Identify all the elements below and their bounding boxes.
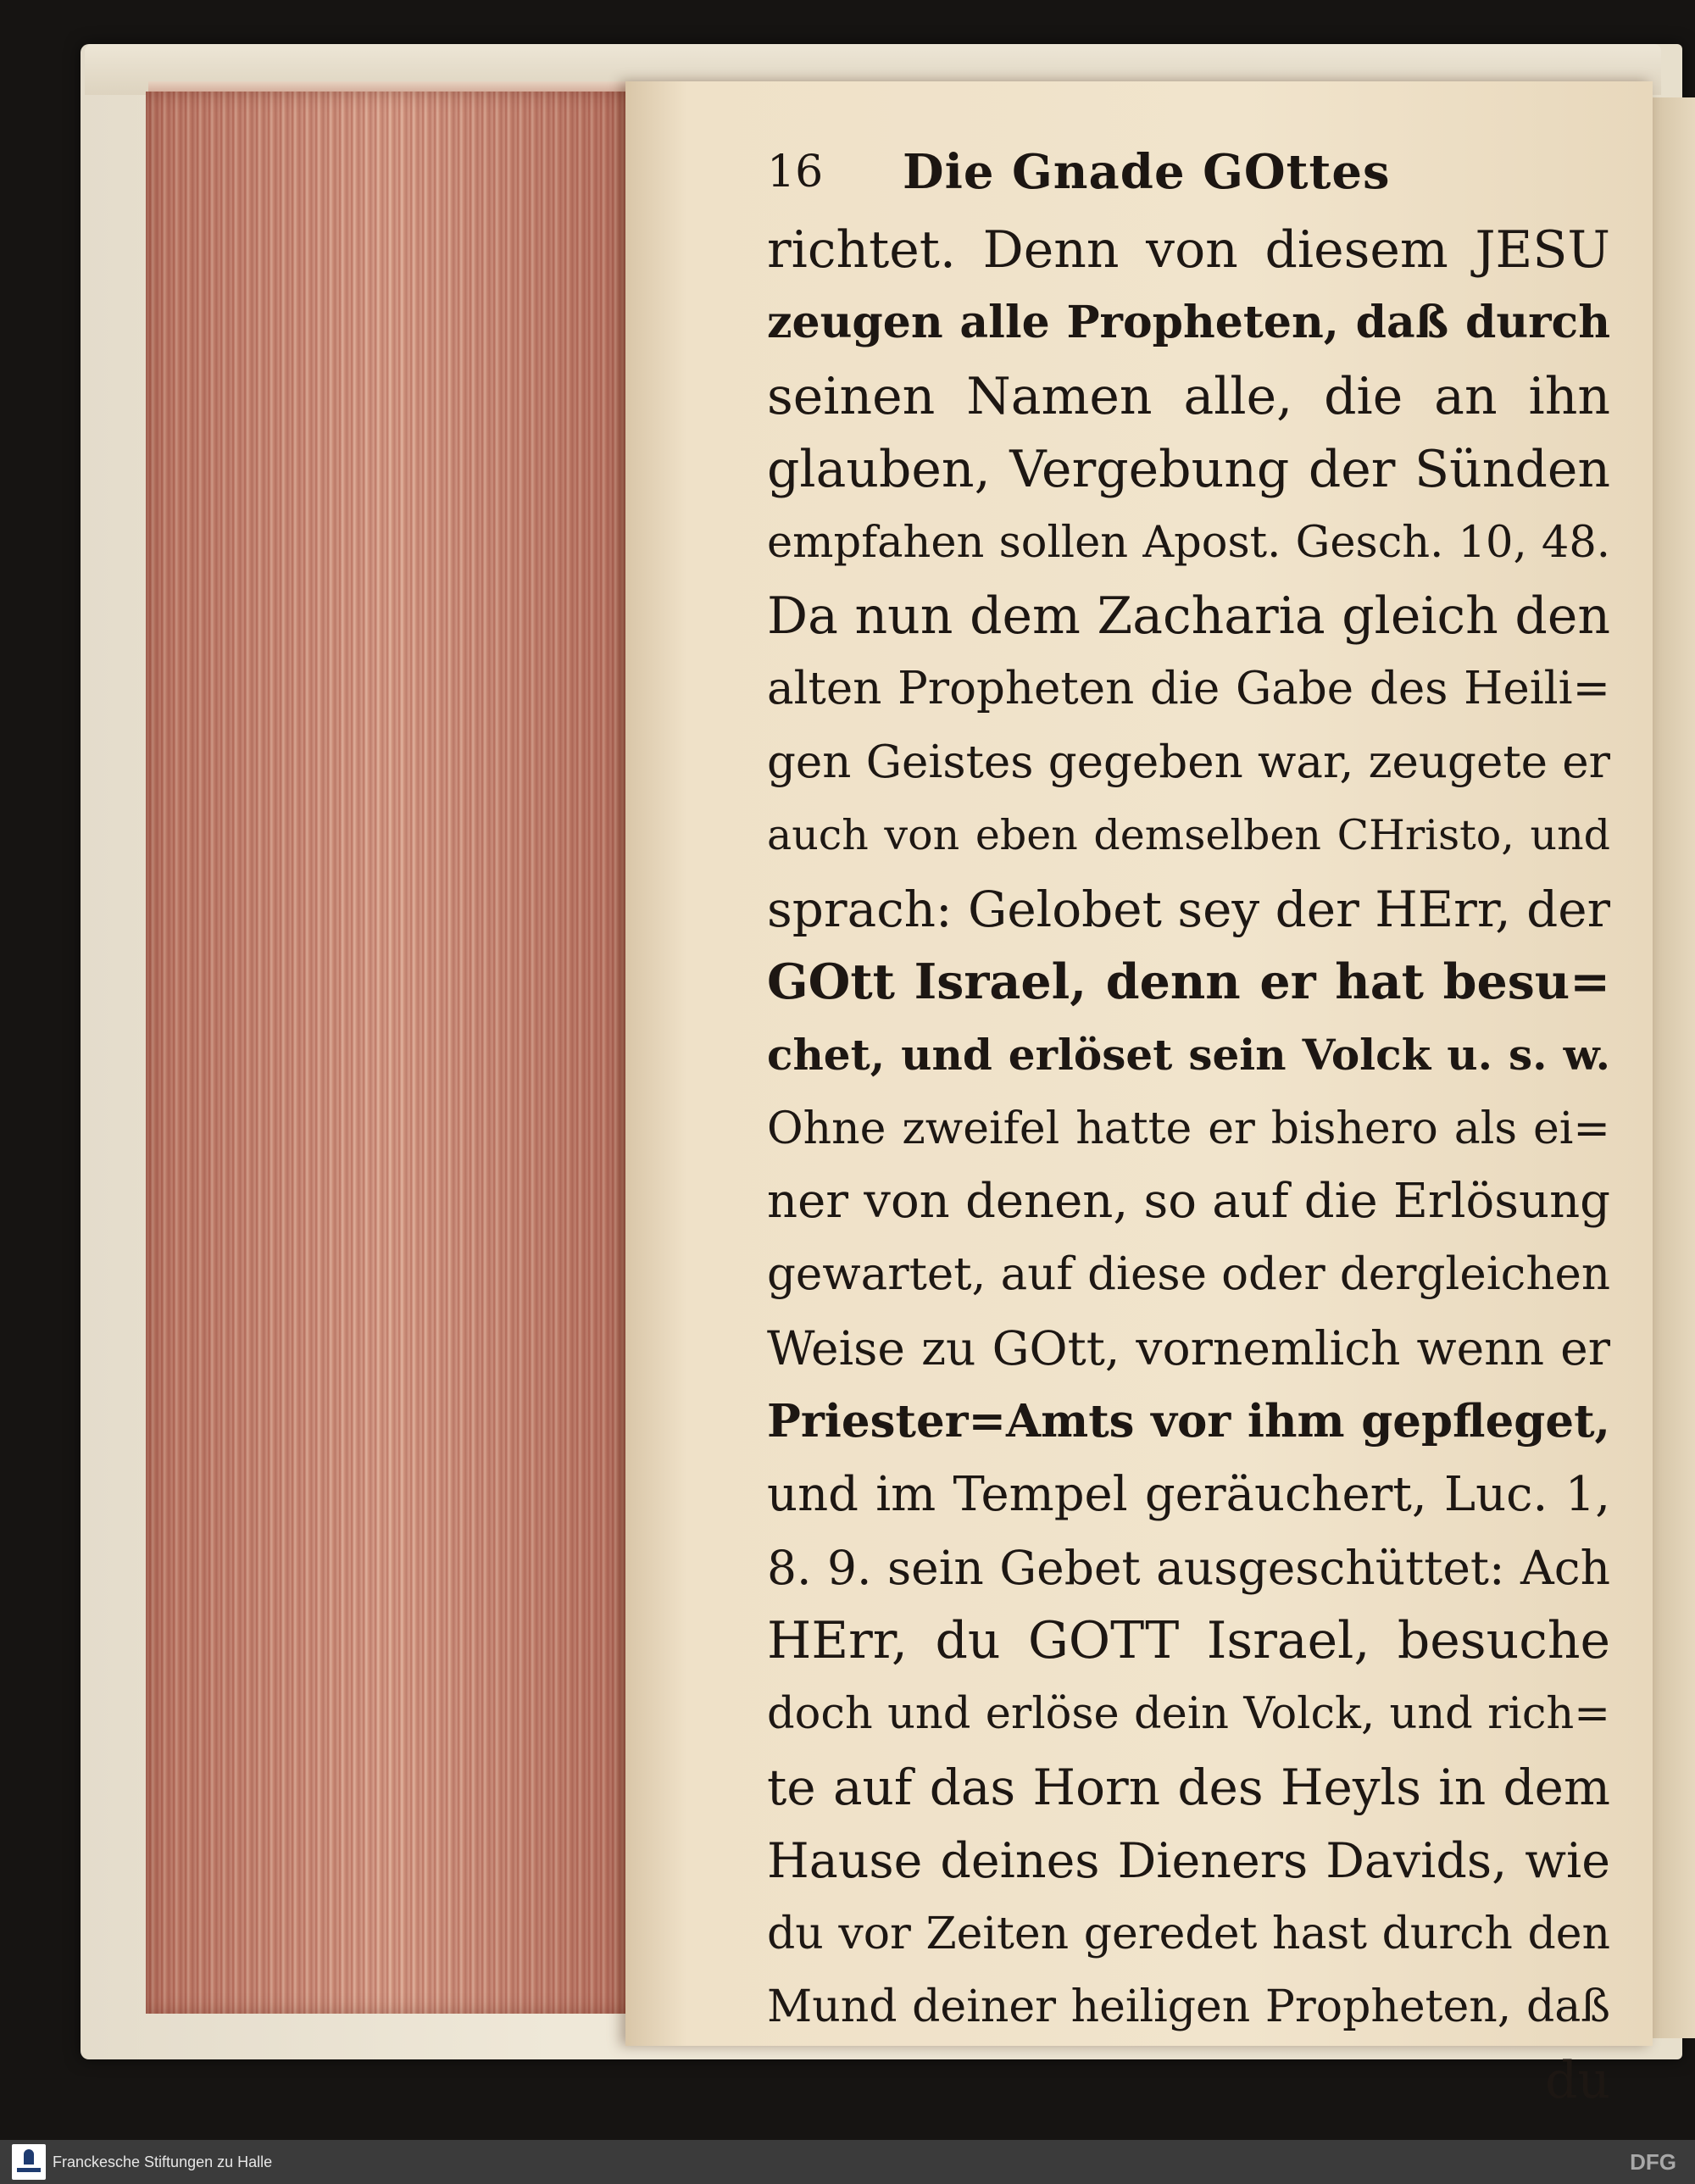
text-line: Da nun dem Zacharia gleich den xyxy=(767,586,1610,646)
dfg-logo: DFG xyxy=(1630,2149,1676,2175)
text-line: und im Tempel geräuchert, Luc. 1, xyxy=(767,1466,1610,1522)
text-line: gewartet, auf diese oder dergleichen xyxy=(767,1248,1610,1301)
text-line: seinen Namen alle, die an ihn xyxy=(767,366,1610,426)
text-line: te auf das Horn des Heyls in dem xyxy=(767,1759,1610,1817)
text-line: richtet. Denn von diesem JESU xyxy=(767,220,1610,280)
facing-page-edge xyxy=(1648,97,1695,2038)
text-line: gen Geistes gegeben war, zeugete er xyxy=(767,736,1610,788)
text-line: glauben, Vergebung der Sünden xyxy=(767,440,1610,500)
text-line: sprach: Gelobet sey der HErr, der xyxy=(767,880,1610,938)
text-line: Weise zu GOtt, vornemlich wenn er xyxy=(767,1320,1610,1375)
text-line: HErr, du GOTT Israel, besuche xyxy=(767,1611,1610,1671)
text-line: Hause deines Dieners Davids, wie xyxy=(767,1832,1610,1889)
body-text xyxy=(767,214,1610,2117)
catchword: du xyxy=(1544,2050,1610,2110)
text-line: 8. 9. sein Gebet ausgeschüttet: Ach xyxy=(767,1541,1610,1596)
page-header xyxy=(767,134,1437,210)
text-line: Ohne zweifel hatte er bishero als ei= xyxy=(767,1103,1610,1154)
text-line: alten Propheten die Gabe des Heili= xyxy=(767,663,1610,715)
text-line: zeugen alle Propheten, daß durch xyxy=(767,297,1610,349)
text-line: GOtt Israel, denn er hat besu= xyxy=(767,953,1610,1010)
franckesche-stiftungen-logo-icon xyxy=(12,2144,46,2180)
text-line: chet, und erlöset sein Volck u. s. w. xyxy=(767,1030,1610,1081)
text-line: ner von denen, so auf die Erlösung xyxy=(767,1174,1610,1230)
text-line: Priester=Amts vor ihm gepfleget, xyxy=(767,1395,1610,1448)
text-line: du vor Zeiten geredet hast durch den xyxy=(767,1908,1610,1959)
text-line: auch von eben demselben CHristo, und xyxy=(767,811,1610,860)
text-line: empfahen sollen Apost. Gesch. 10, 48. xyxy=(767,517,1610,568)
institution-name: Franckesche Stiftungen zu Halle xyxy=(53,2153,273,2170)
viewer-footer xyxy=(0,2140,1695,2184)
text-line: Mund deiner heiligen Propheten, daß xyxy=(767,1981,1610,2033)
red-page-edges xyxy=(146,92,637,2014)
running-title: Die Gnade GOttes xyxy=(903,144,1391,200)
page-number: 16 xyxy=(767,147,824,197)
text-line: doch und erlöse dein Volck, und rich= xyxy=(767,1688,1610,1739)
